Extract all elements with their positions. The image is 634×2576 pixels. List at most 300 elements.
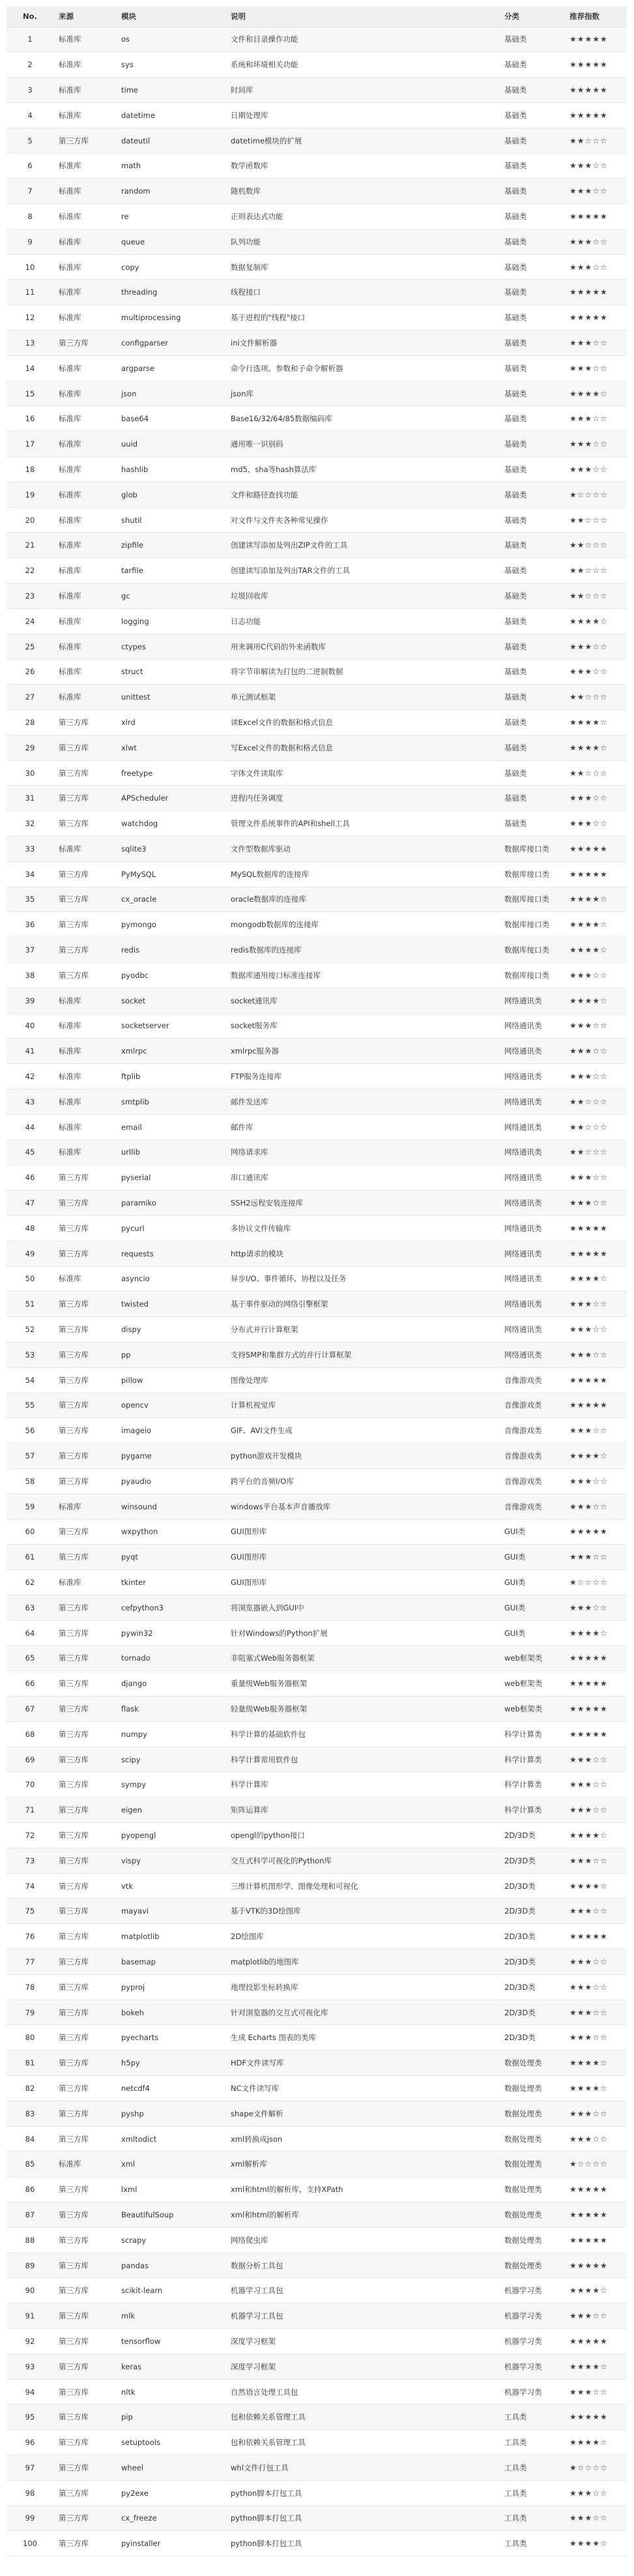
cell-category: 科学计算类 (499, 1798, 564, 1823)
cell-rating: ★★★★★ (564, 102, 627, 128)
cell-rating: ★★★★☆ (564, 1443, 627, 1469)
cell-description: redis数据库的连接库 (225, 938, 499, 963)
cell-source: 标准库 (53, 432, 116, 457)
cell-rating: ★★★☆☆ (564, 2506, 627, 2531)
cell-module: pp (116, 1342, 225, 1367)
cell-description: 将字节串解读为打包的二进制数据 (225, 659, 499, 685)
cell-source: 第三方库 (53, 1949, 116, 1975)
cell-category: 基础类 (499, 381, 564, 406)
cell-rating: ★★★☆☆ (564, 331, 627, 356)
cell-no: 92 (7, 2329, 53, 2354)
cell-rating: ★★★★★ (564, 1696, 627, 1722)
cell-rating: ★★★★★ (564, 2227, 627, 2253)
cell-no: 77 (7, 1949, 53, 1975)
cell-description: 跨平台的音频I/O库 (225, 1468, 499, 1494)
cell-description: matplotlib的地图库 (225, 1949, 499, 1975)
cell-category: 数据库接口类 (499, 861, 564, 887)
cell-module: bokeh (116, 2000, 225, 2025)
cell-no: 60 (7, 1519, 53, 1545)
cell-rating: ★★★☆☆ (564, 1165, 627, 1191)
cell-description: python脚本打包工具 (225, 2506, 499, 2531)
cell-module: nltk (116, 2379, 225, 2405)
cell-rating: ★★★☆☆ (564, 2126, 627, 2152)
cell-source: 第三方库 (53, 2000, 116, 2025)
cell-description: 包和依赖关系管理工具 (225, 2405, 499, 2430)
cell-module: uuid (116, 432, 225, 457)
header-row (7, 7, 627, 27)
cell-rating: ★★★★☆ (564, 608, 627, 634)
cell-module: cefpython3 (116, 1595, 225, 1620)
table-row (7, 1924, 627, 1949)
cell-rating: ★★★☆☆ (564, 2480, 627, 2506)
cell-rating: ★★★★★ (564, 52, 627, 78)
cell-source: 第三方库 (53, 1342, 116, 1367)
cell-rating: ★★★★★ (564, 78, 627, 103)
cell-description: 计算机视觉库 (225, 1393, 499, 1418)
cell-category: 基础类 (499, 102, 564, 128)
table-row (7, 938, 627, 963)
cell-description: 串口通讯库 (225, 1165, 499, 1191)
cell-description: md5、sha等hash算法库 (225, 457, 499, 482)
cell-rating: ★★★★☆ (564, 1620, 627, 1646)
cell-category: 数据处理类 (499, 2152, 564, 2177)
cell-rating: ★★★☆☆ (564, 1545, 627, 1570)
cell-module: pillow (116, 1367, 225, 1393)
cell-rating: ★★★★★ (564, 2177, 627, 2202)
table-row (7, 1064, 627, 1089)
cell-no: 65 (7, 1646, 53, 1671)
cell-description: 将浏览器嵌入到GUI中 (225, 1595, 499, 1620)
cell-source: 第三方库 (53, 1899, 116, 1924)
cell-rating: ★★★☆☆ (564, 1899, 627, 1924)
cell-module: tkinter (116, 1570, 225, 1595)
cell-category: 基础类 (499, 584, 564, 609)
cell-no: 37 (7, 938, 53, 963)
table-row (7, 2076, 627, 2101)
cell-description: 支持SMP和集群方式的并行计算框架 (225, 1342, 499, 1367)
cell-module: threading (116, 280, 225, 305)
table-row (7, 2253, 627, 2278)
cell-module: mlk (116, 2303, 225, 2329)
cell-description: 垃圾回收库 (225, 584, 499, 609)
table-row (7, 1292, 627, 1317)
cell-rating: ★★★★☆ (564, 2531, 627, 2556)
cell-module: BeautifulSoup (116, 2202, 225, 2228)
cell-module: xmltodict (116, 2126, 225, 2152)
cell-category: 音像游戏类 (499, 1393, 564, 1418)
cell-source: 标准库 (53, 1013, 116, 1039)
cell-source: 第三方库 (53, 1165, 116, 1191)
cell-module: h5py (116, 2050, 225, 2076)
table-row (7, 2430, 627, 2455)
table-row (7, 608, 627, 634)
cell-source: 标准库 (53, 608, 116, 634)
cell-no: 86 (7, 2177, 53, 2202)
cell-source: 第三方库 (53, 1721, 116, 1747)
cell-module: vtk (116, 1873, 225, 1899)
cell-module: pyserial (116, 1165, 225, 1191)
cell-source: 标准库 (53, 1064, 116, 1089)
cell-source: 第三方库 (53, 1873, 116, 1899)
cell-rating: ★★☆☆☆ (564, 584, 627, 609)
cell-category: 数据处理类 (499, 2202, 564, 2228)
cell-rating: ★☆☆☆☆ (564, 1570, 627, 1595)
cell-rating: ★★★★☆ (564, 1823, 627, 1848)
cell-rating: ★★★☆☆ (564, 1974, 627, 2000)
table-row (7, 1949, 627, 1975)
cell-rating: ★★★★★ (564, 1646, 627, 1671)
cell-category: 机器学习类 (499, 2379, 564, 2405)
cell-rating: ★★★★★ (564, 2405, 627, 2430)
table-row (7, 1443, 627, 1469)
cell-category: 基础类 (499, 608, 564, 634)
table-row (7, 1620, 627, 1646)
table-row (7, 1342, 627, 1367)
cell-no: 52 (7, 1317, 53, 1342)
cell-rating: ★★★☆☆ (564, 659, 627, 685)
table-row (7, 2202, 627, 2228)
cell-description: SSH2远程安装连接库 (225, 1191, 499, 1216)
cell-category: 网络通讯类 (499, 1266, 564, 1292)
cell-no: 56 (7, 1418, 53, 1443)
cell-source: 标准库 (53, 2152, 116, 2177)
cell-module: keras (116, 2354, 225, 2379)
cell-source: 第三方库 (53, 2202, 116, 2228)
table-row (7, 381, 627, 406)
cell-category: 科学计算类 (499, 1721, 564, 1747)
cell-no: 80 (7, 2025, 53, 2050)
cell-no: 21 (7, 533, 53, 558)
cell-source: 第三方库 (53, 1393, 116, 1418)
header-category: 分类 (499, 7, 564, 27)
cell-no: 63 (7, 1595, 53, 1620)
cell-source: 第三方库 (53, 2430, 116, 2455)
cell-module: pyopengl (116, 1823, 225, 1848)
table-row (7, 128, 627, 153)
cell-module: APScheduler (116, 786, 225, 811)
cell-no: 26 (7, 659, 53, 685)
cell-no: 2 (7, 52, 53, 78)
cell-module: re (116, 204, 225, 229)
cell-no: 97 (7, 2455, 53, 2481)
table-row (7, 2455, 627, 2481)
cell-rating: ★★☆☆☆ (564, 533, 627, 558)
cell-description: MySQL数据库的连接库 (225, 861, 499, 887)
cell-category: 音像游戏类 (499, 1367, 564, 1393)
cell-no: 35 (7, 887, 53, 912)
cell-category: 机器学习类 (499, 2329, 564, 2354)
cell-source: 第三方库 (53, 1292, 116, 1317)
cell-no: 19 (7, 482, 53, 507)
cell-source: 第三方库 (53, 1241, 116, 1266)
cell-description: datetime模块的扩展 (225, 128, 499, 153)
table-row (7, 78, 627, 103)
cell-rating: ★★★☆☆ (564, 229, 627, 254)
cell-description: 队列功能 (225, 229, 499, 254)
table-row (7, 861, 627, 887)
cell-rating: ★★★☆☆ (564, 2101, 627, 2126)
cell-module: matplotlib (116, 1924, 225, 1949)
cell-module: json (116, 381, 225, 406)
cell-description: 轻量级Web服务器框架 (225, 1696, 499, 1722)
cell-module: twisted (116, 1292, 225, 1317)
cell-no: 96 (7, 2430, 53, 2455)
cell-description: shape文件解析 (225, 2101, 499, 2126)
cell-description: 地理投影坐标转换库 (225, 1974, 499, 2000)
cell-rating: ★★★☆☆ (564, 1595, 627, 1620)
cell-category: 2D/3D类 (499, 1949, 564, 1975)
cell-module: sqlite3 (116, 836, 225, 862)
cell-module: email (116, 1114, 225, 1140)
cell-description: 单元测试框架 (225, 685, 499, 710)
table-row (7, 355, 627, 381)
cell-source: 第三方库 (53, 760, 116, 786)
cell-rating: ★★★★☆ (564, 2050, 627, 2076)
table-row (7, 659, 627, 685)
table-row (7, 457, 627, 482)
cell-module: flask (116, 1696, 225, 1722)
cell-module: copy (116, 254, 225, 280)
table-row (7, 1191, 627, 1216)
cell-source: 第三方库 (53, 786, 116, 811)
cell-no: 75 (7, 1899, 53, 1924)
cell-rating: ★★★★★ (564, 1671, 627, 1696)
cell-no: 71 (7, 1798, 53, 1823)
cell-source: 第三方库 (53, 1646, 116, 1671)
cell-rating: ★★★★☆ (564, 1266, 627, 1292)
cell-module: PyMySQL (116, 861, 225, 887)
cell-description: python游戏开发模块 (225, 1443, 499, 1469)
cell-module: argparse (116, 355, 225, 381)
cell-rating: ★★★☆☆ (564, 1039, 627, 1064)
table-row (7, 1696, 627, 1722)
table-row (7, 2303, 627, 2329)
cell-no: 91 (7, 2303, 53, 2329)
cell-source: 标准库 (53, 634, 116, 659)
cell-no: 51 (7, 1292, 53, 1317)
cell-no: 69 (7, 1747, 53, 1772)
cell-description: 邮件发送库 (225, 1089, 499, 1114)
cell-category: 工具类 (499, 2480, 564, 2506)
cell-module: lxml (116, 2177, 225, 2202)
cell-source: 第三方库 (53, 2050, 116, 2076)
cell-description: 进程内任务调度 (225, 786, 499, 811)
table-row (7, 331, 627, 356)
cell-category: 数据处理类 (499, 2101, 564, 2126)
cell-category: 基础类 (499, 229, 564, 254)
cell-source: 第三方库 (53, 1823, 116, 1848)
cell-description: xml和html的解析库 (225, 2202, 499, 2228)
cell-category: 数据库接口类 (499, 887, 564, 912)
module-table-container (7, 7, 627, 2556)
cell-source: 第三方库 (53, 1848, 116, 1873)
cell-source: 标准库 (53, 659, 116, 685)
cell-module: ctypes (116, 634, 225, 659)
cell-description: 时间库 (225, 78, 499, 103)
cell-category: 基础类 (499, 457, 564, 482)
cell-module: pygame (116, 1443, 225, 1469)
cell-no: 3 (7, 78, 53, 103)
cell-module: pandas (116, 2253, 225, 2278)
cell-module: wxpython (116, 1519, 225, 1545)
cell-no: 43 (7, 1089, 53, 1114)
table-row (7, 1266, 627, 1292)
cell-category: web框架类 (499, 1671, 564, 1696)
cell-rating: ★★★☆☆ (564, 1772, 627, 1798)
cell-category: 网络通讯类 (499, 988, 564, 1013)
cell-rating: ★★★☆☆ (564, 2000, 627, 2025)
table-row (7, 2152, 627, 2177)
cell-module: sys (116, 52, 225, 78)
cell-category: 2D/3D类 (499, 1848, 564, 1873)
cell-no: 27 (7, 685, 53, 710)
table-row (7, 2101, 627, 2126)
cell-description: GIF、AVI文件生成 (225, 1418, 499, 1443)
table-row (7, 406, 627, 432)
cell-category: 机器学习类 (499, 2303, 564, 2329)
cell-no: 7 (7, 179, 53, 204)
cell-module: datetime (116, 102, 225, 128)
cell-description: 数据分析工具包 (225, 2253, 499, 2278)
cell-no: 41 (7, 1039, 53, 1064)
cell-source: 标准库 (53, 102, 116, 128)
cell-rating: ★★☆☆☆ (564, 685, 627, 710)
cell-source: 第三方库 (53, 2101, 116, 2126)
cell-no: 95 (7, 2405, 53, 2430)
cell-no: 42 (7, 1064, 53, 1089)
table-row (7, 280, 627, 305)
cell-no: 66 (7, 1671, 53, 1696)
table-row (7, 584, 627, 609)
cell-rating: ★★★☆☆ (564, 1949, 627, 1975)
cell-category: 音像游戏类 (499, 1443, 564, 1469)
table-row (7, 962, 627, 988)
cell-source: 标准库 (53, 507, 116, 533)
cell-source: 标准库 (53, 1140, 116, 1165)
cell-category: 音像游戏类 (499, 1418, 564, 1443)
cell-module: cx_freeze (116, 2506, 225, 2531)
cell-rating: ★★★★☆ (564, 2430, 627, 2455)
cell-description: HDF文件读写库 (225, 2050, 499, 2076)
cell-rating: ★★★☆☆ (564, 1317, 627, 1342)
cell-description: GUI图形库 (225, 1519, 499, 1545)
cell-category: 基础类 (499, 659, 564, 685)
cell-source: 第三方库 (53, 962, 116, 988)
cell-category: GUI类 (499, 1595, 564, 1620)
cell-source: 第三方库 (53, 128, 116, 153)
cell-source: 标准库 (53, 482, 116, 507)
cell-no: 12 (7, 305, 53, 331)
cell-description: 深度学习框架 (225, 2354, 499, 2379)
cell-module: vispy (116, 1848, 225, 1873)
cell-module: pyodbc (116, 962, 225, 988)
cell-source: 第三方库 (53, 2025, 116, 2050)
cell-rating: ★★★☆☆ (564, 786, 627, 811)
cell-rating: ★★★☆☆ (564, 1494, 627, 1519)
cell-module: pycurl (116, 1215, 225, 1241)
cell-description: 文件和目录操作功能 (225, 27, 499, 52)
cell-description: 字体文件读取库 (225, 760, 499, 786)
table-row (7, 1873, 627, 1899)
cell-module: paramiko (116, 1191, 225, 1216)
cell-source: 第三方库 (53, 2506, 116, 2531)
cell-category: 基础类 (499, 735, 564, 760)
cell-rating: ★★☆☆☆ (564, 1140, 627, 1165)
cell-rating: ★★★☆☆ (564, 179, 627, 204)
table-row (7, 2000, 627, 2025)
table-row (7, 1114, 627, 1140)
cell-no: 20 (7, 507, 53, 533)
cell-category: 数据处理类 (499, 2253, 564, 2278)
cell-category: 科学计算类 (499, 1772, 564, 1798)
module-table (7, 7, 627, 2556)
table-row (7, 1089, 627, 1114)
cell-category: 2D/3D类 (499, 1823, 564, 1848)
table-row (7, 52, 627, 78)
cell-rating: ★★★★☆ (564, 912, 627, 938)
table-row (7, 254, 627, 280)
cell-category: 基础类 (499, 52, 564, 78)
cell-module: logging (116, 608, 225, 634)
cell-description: oracle数据库的连接库 (225, 887, 499, 912)
cell-no: 17 (7, 432, 53, 457)
cell-module: numpy (116, 1721, 225, 1747)
table-row (7, 2025, 627, 2050)
cell-no: 45 (7, 1140, 53, 1165)
cell-rating: ★★★☆☆ (564, 1418, 627, 1443)
cell-category: 网络通讯类 (499, 1064, 564, 1089)
cell-category: 工具类 (499, 2455, 564, 2481)
cell-module: dispy (116, 1317, 225, 1342)
cell-description: 生成 Echarts 图表的类库 (225, 2025, 499, 2050)
cell-no: 89 (7, 2253, 53, 2278)
cell-category: 基础类 (499, 204, 564, 229)
cell-description: 机器学习工具包 (225, 2278, 499, 2303)
cell-module: opencv (116, 1393, 225, 1418)
cell-module: freetype (116, 760, 225, 786)
cell-category: 基础类 (499, 355, 564, 381)
cell-description: 网络爬虫库 (225, 2227, 499, 2253)
cell-no: 70 (7, 1772, 53, 1798)
table-row (7, 204, 627, 229)
cell-no: 62 (7, 1570, 53, 1595)
cell-description: 三维计算机图形学、图像处理和可视化 (225, 1873, 499, 1899)
cell-category: 基础类 (499, 406, 564, 432)
cell-module: eigen (116, 1798, 225, 1823)
cell-rating: ★★★★★ (564, 27, 627, 52)
cell-source: 第三方库 (53, 2126, 116, 2152)
cell-source: 第三方库 (53, 2531, 116, 2556)
cell-source: 标准库 (53, 355, 116, 381)
cell-category: 基础类 (499, 710, 564, 735)
header-source: 来源 (53, 7, 116, 27)
cell-category: 工具类 (499, 2506, 564, 2531)
cell-no: 4 (7, 102, 53, 128)
cell-no: 93 (7, 2354, 53, 2379)
cell-source: 第三方库 (53, 2480, 116, 2506)
cell-module: pywin32 (116, 1620, 225, 1646)
table-row (7, 2177, 627, 2202)
cell-description: xml和html的解析库，支持XPath (225, 2177, 499, 2202)
cell-module: hashlib (116, 457, 225, 482)
table-row (7, 1974, 627, 2000)
cell-no: 15 (7, 381, 53, 406)
table-row (7, 786, 627, 811)
cell-source: 第三方库 (53, 887, 116, 912)
cell-source: 标准库 (53, 179, 116, 204)
cell-source: 第三方库 (53, 1924, 116, 1949)
cell-category: 基础类 (499, 280, 564, 305)
